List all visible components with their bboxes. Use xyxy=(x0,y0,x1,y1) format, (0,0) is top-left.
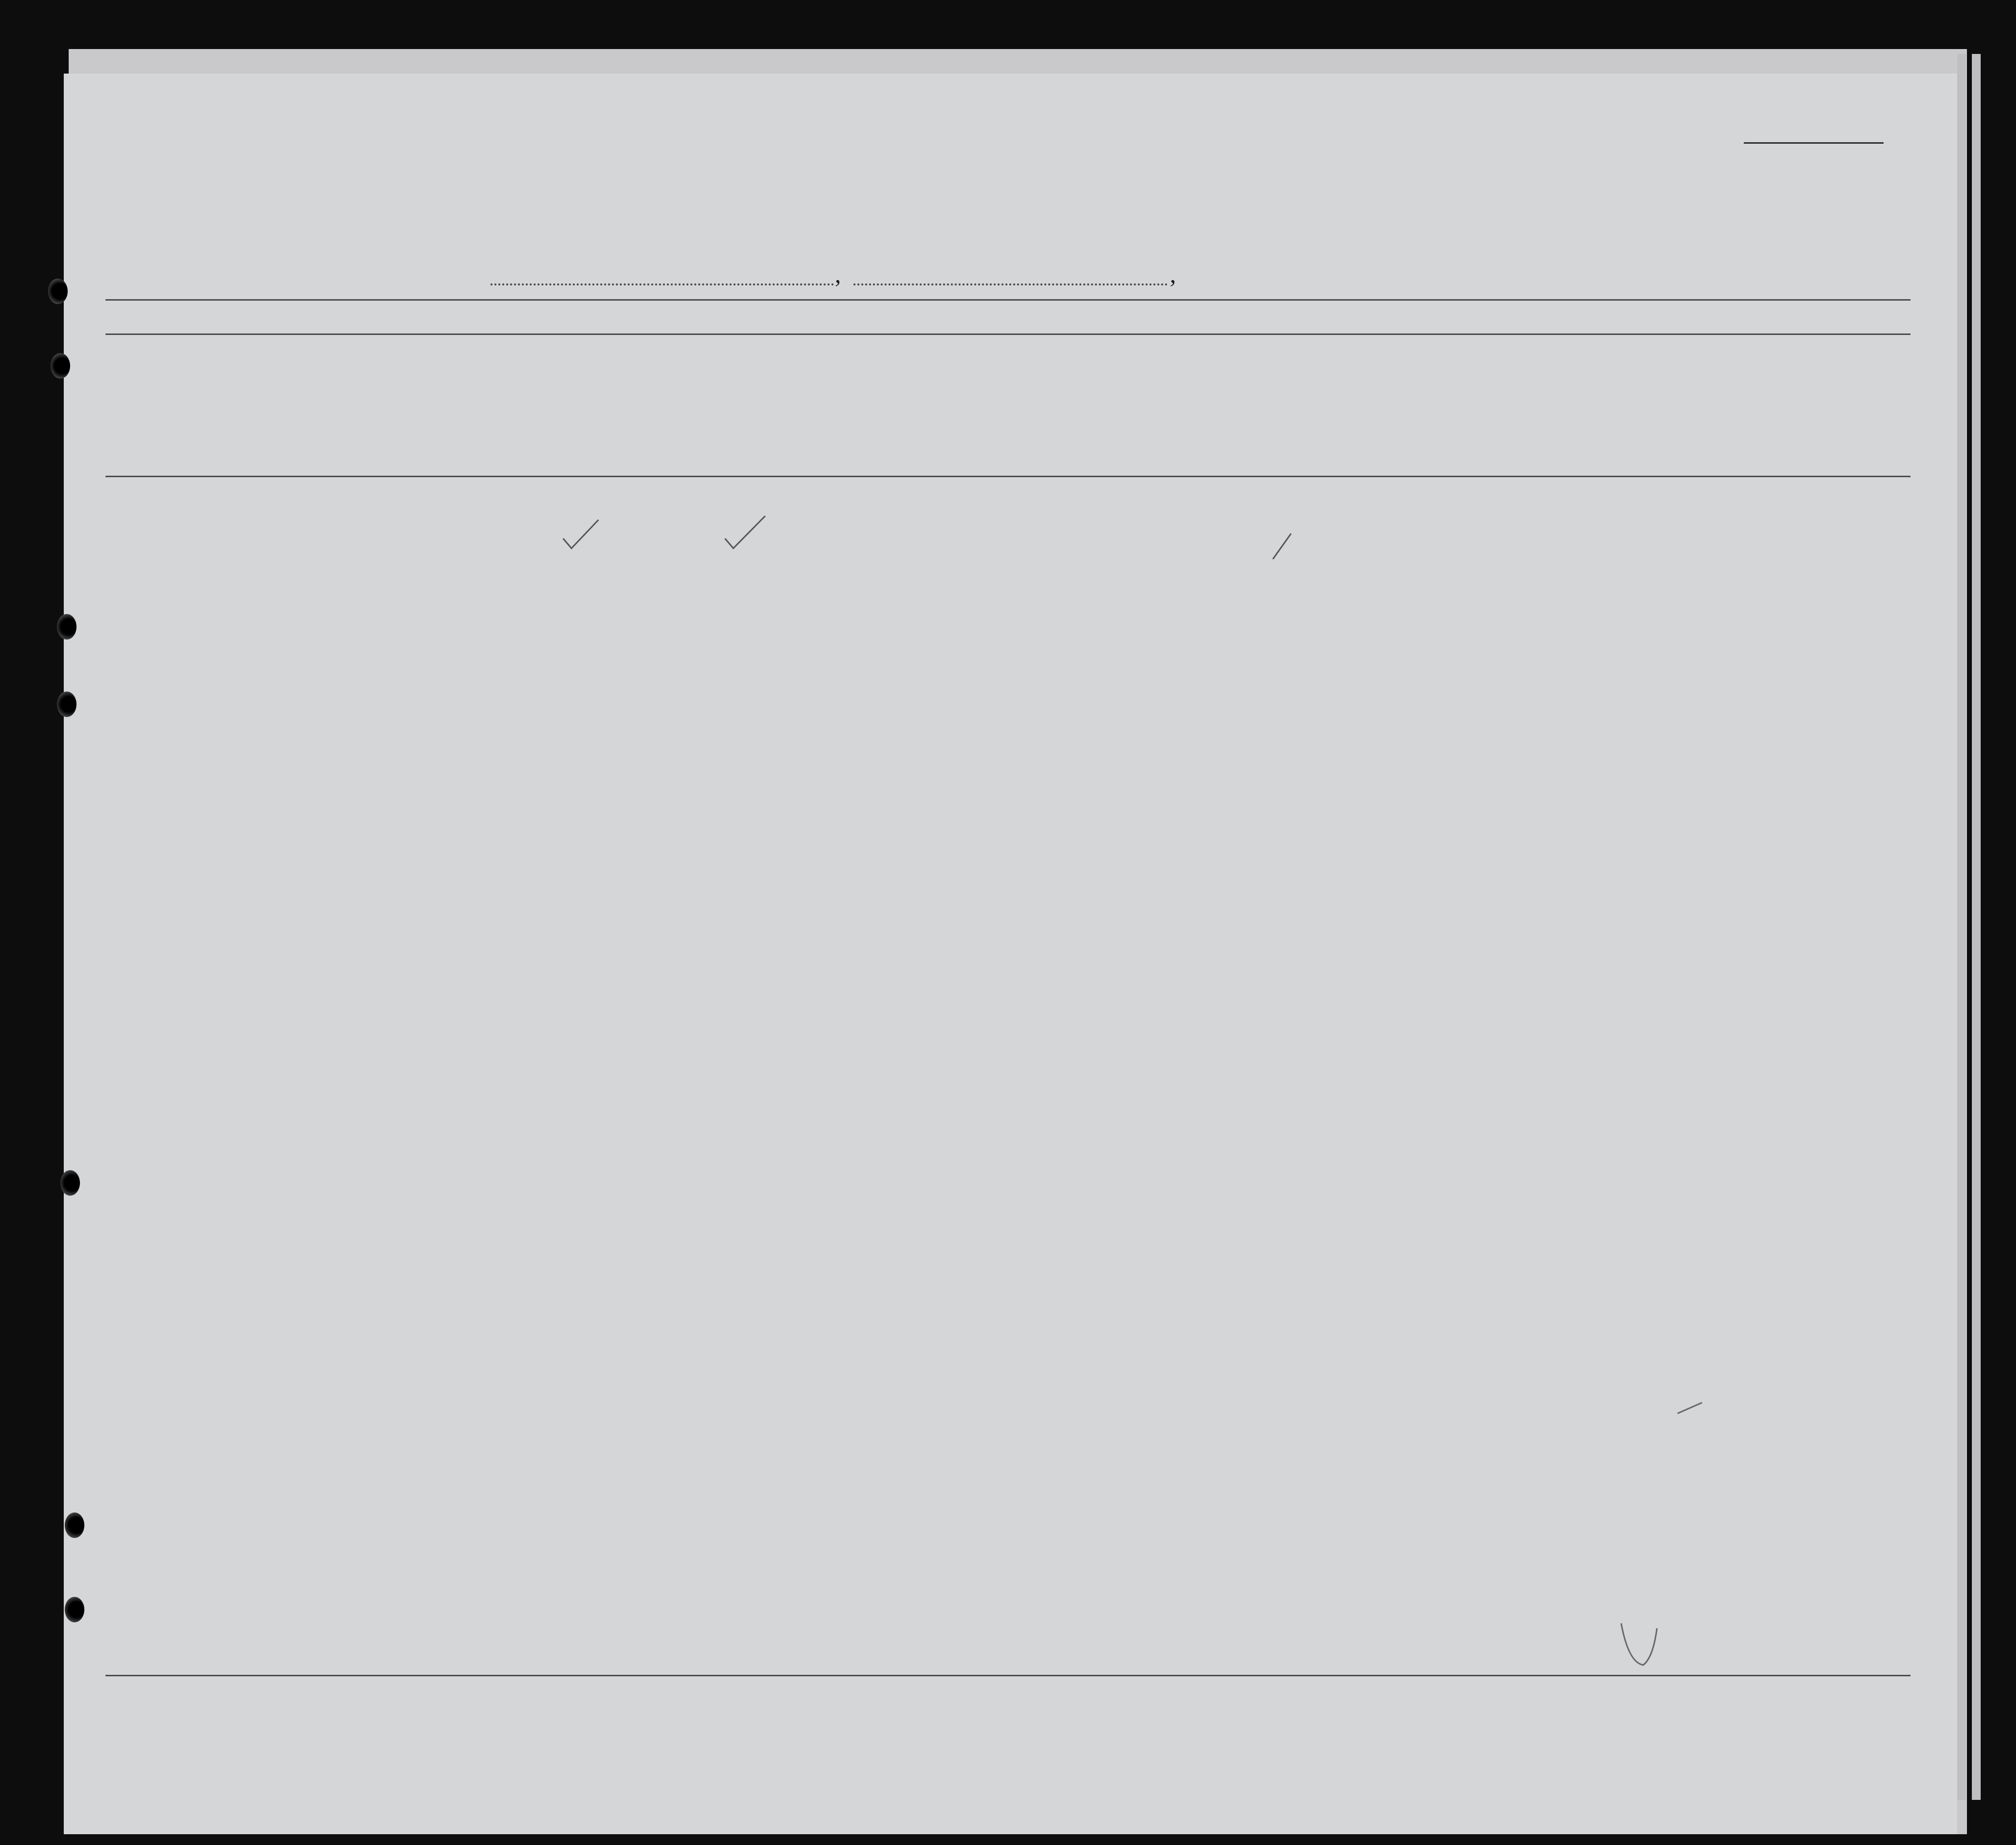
comma: , xyxy=(1170,260,1176,288)
pencil-stroke xyxy=(1678,1403,1702,1413)
check-mark xyxy=(563,520,598,548)
check-mark xyxy=(725,516,765,548)
pencil-stroke xyxy=(1273,534,1291,559)
comma: , xyxy=(835,260,841,288)
pencil-stroke xyxy=(1621,1623,1657,1665)
